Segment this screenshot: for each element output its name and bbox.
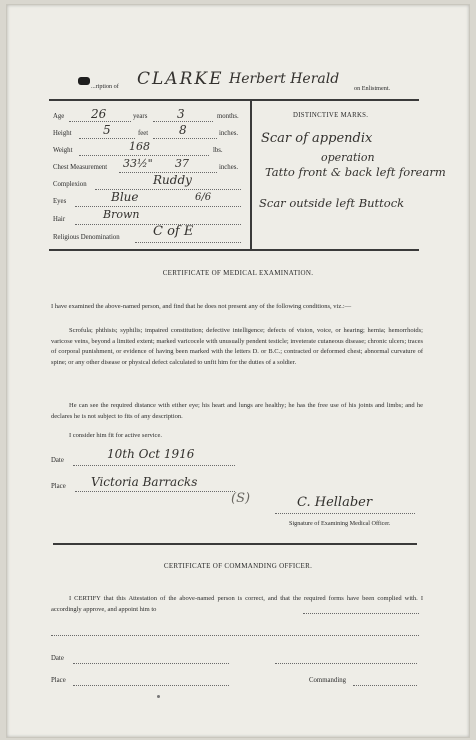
complexion-label: Complexion [53,181,87,188]
medical-vision-statement: He can see the required distance with either eye; his heart and lungs are healthy; he has the free use of his joints and limbs; and he declares he is not subject to fits of any description. [51,402,423,420]
medical-date-value: 10th Oct 1916 [107,447,195,461]
box-top-rule [49,99,419,101]
medical-signature-caption: Signature of Examining Medical Officer. [289,520,391,527]
commanding-certificate-title: CERTIFICATE OF COMMANDING OFFICER. [163,562,313,570]
months-label: months. [217,113,239,120]
medical-intro: I have examined the above-named person, and find that he does not present any of the following conditions, viz.:— [51,303,352,310]
distinctive-mark-line-1: Scar of appendix [261,131,373,146]
chest-label: Chest Measurement [53,164,108,171]
ink-spot [157,695,160,698]
distinctive-marks-title: DISTINCTIVE MARKS. [293,112,369,119]
eyes-note: 6/6 [195,192,212,203]
chest-value-1: 33½" [123,157,153,170]
weight-label: Weight [53,147,73,154]
commanding-place-label: Place [51,677,66,684]
height-inches-value: 8 [179,123,187,137]
medical-officer-signature: C. Hellaber [297,495,373,510]
commanding-certificate-text: I CERTIFY that this Attestation of the above-named person is correct, and that the required forms have been complied with. I accordingly approve, and appoint him to [51,595,423,613]
distinctive-mark-line-2: operation [321,151,375,164]
section-divider-rule [53,543,417,545]
box-bottom-rule [49,249,419,251]
distinctive-mark-line-4: Scar outside left Buttock [259,196,405,210]
height-label: Height [53,130,72,137]
surname-value: CLARKE [137,69,224,89]
attestation-page [6,4,470,738]
header-prefix: ...ription of [91,83,119,90]
religion-label: Religious Denomination [53,234,120,241]
chest-value-2: 37 [175,157,189,170]
age-months-value: 3 [177,107,185,121]
inches-label: inches. [219,130,239,137]
eyes-value: Blue [111,190,139,204]
height-feet-value: 5 [103,123,111,137]
medical-date-label: Date [51,457,64,464]
given-names-value: Herbert Herald [229,71,340,87]
distinctive-mark-line-3: Tatto front & back left forearm [265,165,446,179]
lbs-label: lbs. [213,147,223,154]
eyes-label: Eyes [53,198,67,205]
feet-label: feet [138,130,149,137]
header-suffix: on Enlistment. [354,85,391,92]
commanding-label: Commanding [309,677,347,684]
commanding-date-label: Date [51,655,64,662]
complexion-value: Ruddy [153,173,192,187]
medical-certificate-title: CERTIFICATE OF MEDICAL EXAMINATION. [162,269,314,277]
medical-place-label: Place [51,483,66,490]
medical-initials: (S) [231,491,251,506]
hair-value: Brown [103,208,140,221]
years-label: years [133,113,148,120]
age-label: Age [53,113,65,120]
medical-conditions: Scrofula; phthisis; syphilis; impaired constitution; defective intelligence; defects of vision, voice, or hearing; hernia; hemorrhoids; varicose veins, beyond a limited extent; marked varicocele with unusually pendent testicle; inveterate cutaneous disease; chronic ulcers; traces of corporal punishment, or evidence of having been marked with the letters D. or B.C.; contracted or deformed chest; abnormal curvature of spine; or any other disease or physical defect calculated to unfit him for the duties of a soldier. [51,327,423,366]
weight-value: 168 [129,140,150,153]
ink-blot [78,77,90,85]
religion-value: C of E [153,224,194,239]
medical-fit-statement: I consider him fit for active service. [69,432,162,439]
medical-place-value: Victoria Barracks [91,475,198,489]
chest-inches-label: inches. [219,164,239,171]
box-divider [250,101,252,249]
hair-label: Hair [53,216,66,223]
age-years-value: 26 [91,107,107,121]
